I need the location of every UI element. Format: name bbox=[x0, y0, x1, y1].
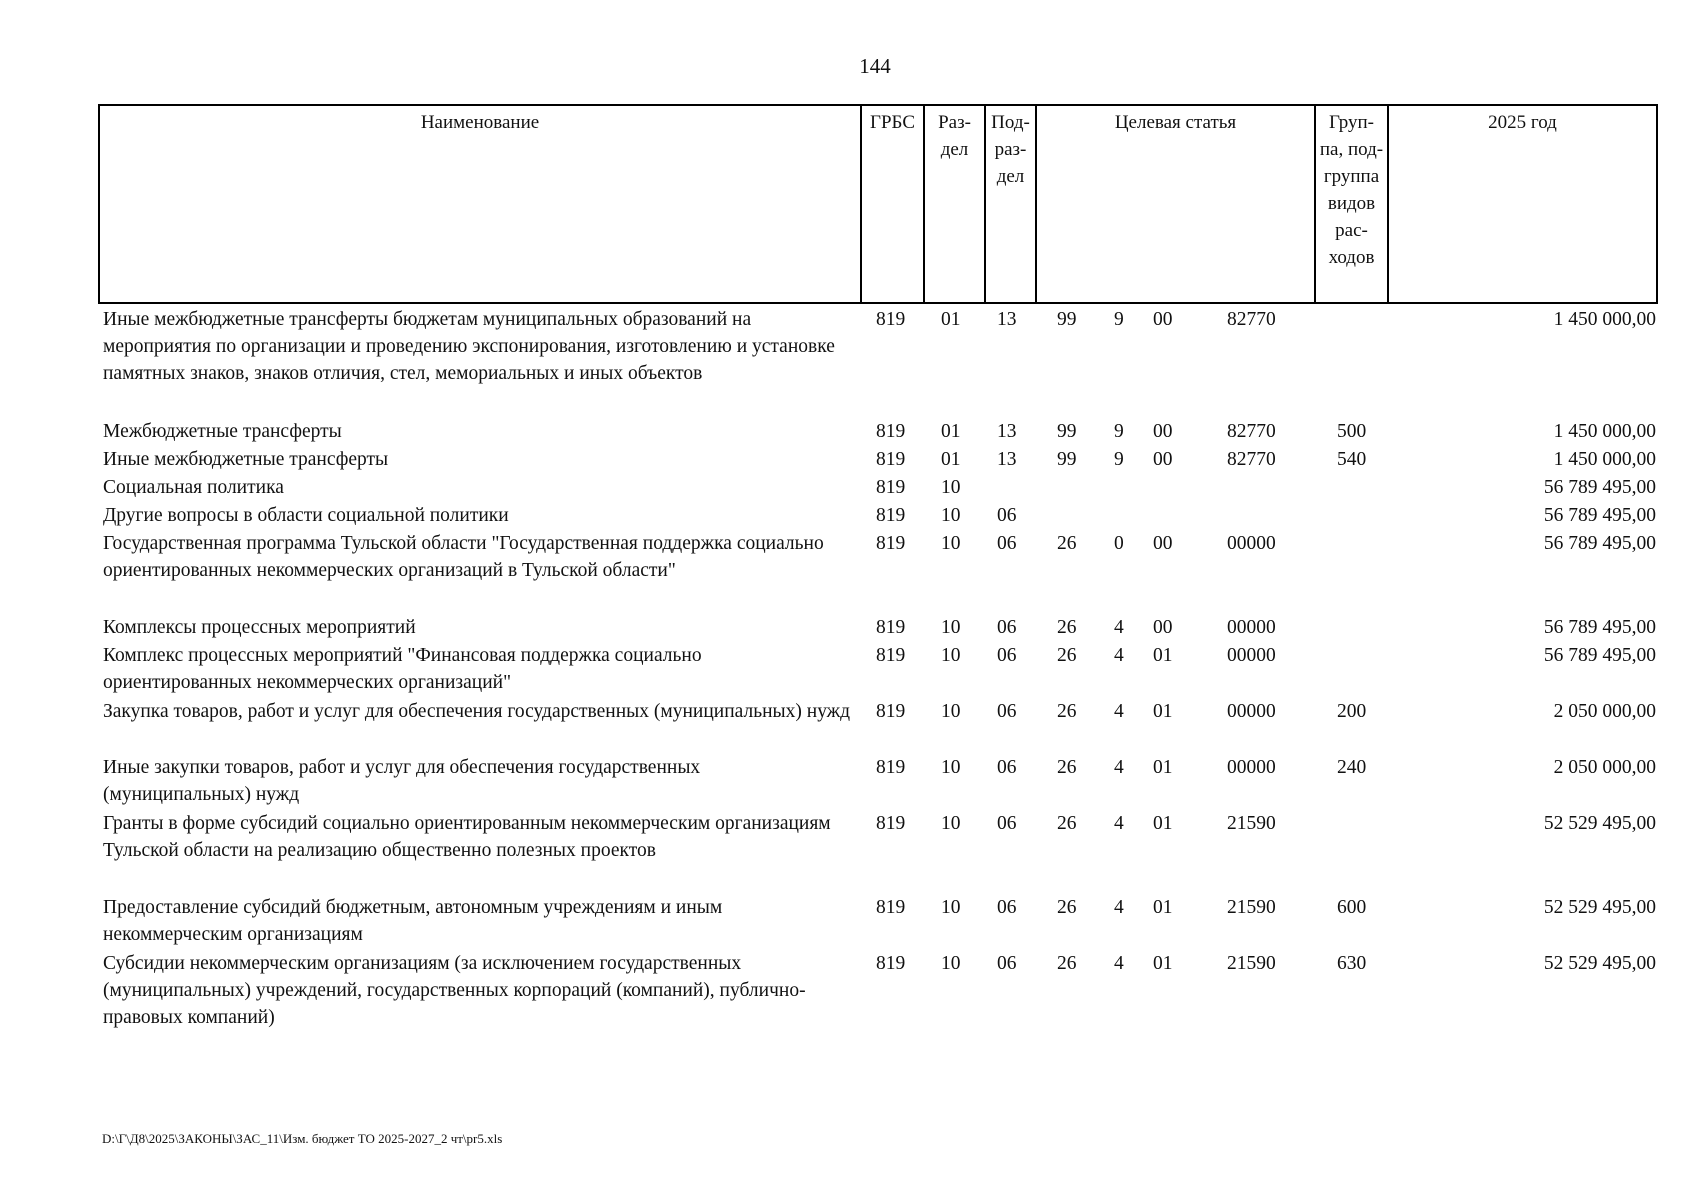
row-razdel: 10 bbox=[941, 645, 961, 666]
row-grbs: 819 bbox=[876, 477, 906, 498]
row-sum: 1 450 000,00 bbox=[1553, 309, 1656, 330]
row-podrazdel: 06 bbox=[997, 617, 1017, 638]
row-target-subtype: 00 bbox=[1153, 309, 1173, 330]
file-path-footer: D:\Г\Д8\2025\ЗАКОНЫ\ЗАС_11\Изм. бюджет ТО 2025-2027_2 чт\pr5.xls bbox=[102, 1131, 503, 1146]
row-razdel: 10 bbox=[941, 953, 961, 974]
row-expense-group: 600 bbox=[1337, 897, 1367, 918]
row-grbs: 819 bbox=[876, 953, 906, 974]
page-number: 144 bbox=[859, 54, 891, 78]
row-name: Иные межбюджетные трансферты бюджетам муниципальных образований на мероприятия по организации и проведению экспонирования, изготовлению и установке памятных знаков, знаков отличия, стел, мемориальных и иных объектов bbox=[103, 309, 835, 384]
row-name: Межбюджетные трансферты bbox=[103, 421, 342, 442]
row-razdel: 10 bbox=[941, 813, 961, 834]
row-target-type: 0 bbox=[1114, 533, 1124, 554]
row-target-code: 82770 bbox=[1227, 449, 1276, 470]
row-podrazdel: 06 bbox=[997, 533, 1017, 554]
row-sum: 56 789 495,00 bbox=[1543, 645, 1656, 666]
row-grbs: 819 bbox=[876, 505, 906, 526]
row-grbs: 819 bbox=[876, 421, 906, 442]
row-target-subtype: 01 bbox=[1153, 897, 1173, 918]
row-podrazdel: 13 bbox=[997, 309, 1017, 330]
row-sum: 56 789 495,00 bbox=[1543, 505, 1656, 526]
row-target-type: 9 bbox=[1114, 421, 1124, 442]
row-target-code: 00000 bbox=[1227, 533, 1276, 554]
row-sum: 56 789 495,00 bbox=[1543, 533, 1656, 554]
row-razdel: 10 bbox=[941, 617, 961, 638]
row-grbs: 819 bbox=[876, 645, 906, 666]
row-sum: 52 529 495,00 bbox=[1543, 953, 1656, 974]
row-name: Государственная программа Тульской области "Государственная поддержка социально ориентированных некоммерческих организаций в Тульской области" bbox=[103, 533, 824, 581]
row-target-program: 99 bbox=[1057, 309, 1077, 330]
row-razdel: 10 bbox=[941, 897, 961, 918]
row-razdel: 10 bbox=[941, 701, 961, 722]
row-target-code: 21590 bbox=[1227, 813, 1276, 834]
row-expense-group: 630 bbox=[1337, 953, 1367, 974]
row-target-program: 26 bbox=[1057, 645, 1077, 666]
row-podrazdel: 06 bbox=[997, 897, 1017, 918]
row-podrazdel: 06 bbox=[997, 953, 1017, 974]
row-target-code: 00000 bbox=[1227, 645, 1276, 666]
row-target-subtype: 00 bbox=[1153, 449, 1173, 470]
row-target-subtype: 00 bbox=[1153, 617, 1173, 638]
row-target-code: 82770 bbox=[1227, 421, 1276, 442]
row-target-subtype: 00 bbox=[1153, 421, 1173, 442]
row-target-code: 00000 bbox=[1227, 617, 1276, 638]
row-podrazdel: 06 bbox=[997, 813, 1017, 834]
row-razdel: 01 bbox=[941, 421, 961, 442]
row-name: Социальная политика bbox=[103, 477, 284, 498]
row-target-program: 26 bbox=[1057, 897, 1077, 918]
header-expense-group: Груп- па, под- группа видов рас- ходов bbox=[1316, 106, 1389, 302]
row-grbs: 819 bbox=[876, 757, 906, 778]
header-target-article: Целевая статья bbox=[1037, 106, 1316, 302]
row-target-subtype: 01 bbox=[1153, 645, 1173, 666]
row-sum: 52 529 495,00 bbox=[1543, 813, 1656, 834]
row-sum: 56 789 495,00 bbox=[1543, 617, 1656, 638]
row-sum: 2 050 000,00 bbox=[1553, 757, 1656, 778]
header-year: 2025 год bbox=[1488, 112, 1557, 133]
row-target-subtype: 01 bbox=[1153, 813, 1173, 834]
row-target-code: 21590 bbox=[1227, 897, 1276, 918]
header-name: Наименование bbox=[100, 106, 862, 302]
row-name: Закупка товаров, работ и услуг для обеспечения государственных (муниципальных) нужд bbox=[103, 701, 851, 722]
row-grbs: 819 bbox=[876, 897, 906, 918]
row-razdel: 01 bbox=[941, 449, 961, 470]
row-name: Другие вопросы в области социальной политики bbox=[103, 505, 509, 526]
row-grbs: 819 bbox=[876, 309, 906, 330]
row-target-subtype: 01 bbox=[1153, 953, 1173, 974]
row-razdel: 10 bbox=[941, 505, 961, 526]
header-razdel: Раз- дел bbox=[925, 106, 986, 302]
row-name: Субсидии некоммерческим организациям (за исключением государственных (муниципальных) учреждений, государственных корпораций (компаний), публично-правовых компаний) bbox=[103, 953, 806, 1028]
row-razdel: 10 bbox=[941, 533, 961, 554]
row-razdel: 10 bbox=[941, 477, 961, 498]
row-grbs: 819 bbox=[876, 701, 906, 722]
row-target-type: 4 bbox=[1114, 617, 1124, 638]
row-target-subtype: 00 bbox=[1153, 533, 1173, 554]
row-target-program: 26 bbox=[1057, 533, 1077, 554]
row-target-type: 4 bbox=[1114, 813, 1124, 834]
table-header bbox=[98, 104, 1658, 304]
row-name: Иные межбюджетные трансферты bbox=[103, 449, 389, 470]
row-podrazdel: 06 bbox=[997, 505, 1017, 526]
row-target-type: 4 bbox=[1114, 645, 1124, 666]
row-target-program: 26 bbox=[1057, 813, 1077, 834]
row-sum: 2 050 000,00 bbox=[1553, 701, 1656, 722]
row-target-program: 26 bbox=[1057, 617, 1077, 638]
row-name: Предоставление субсидий бюджетным, автономным учреждениям и иным некоммерческим организациям bbox=[103, 897, 723, 945]
row-sum: 52 529 495,00 bbox=[1543, 897, 1656, 918]
row-target-type: 4 bbox=[1114, 757, 1124, 778]
row-target-type: 9 bbox=[1114, 309, 1124, 330]
row-target-type: 4 bbox=[1114, 701, 1124, 722]
row-podrazdel: 13 bbox=[997, 449, 1017, 470]
row-expense-group: 240 bbox=[1337, 757, 1367, 778]
row-podrazdel: 13 bbox=[997, 421, 1017, 442]
row-razdel: 10 bbox=[941, 757, 961, 778]
row-grbs: 819 bbox=[876, 617, 906, 638]
row-expense-group: 540 bbox=[1337, 449, 1367, 470]
row-expense-group: 200 bbox=[1337, 701, 1367, 722]
row-target-program: 26 bbox=[1057, 701, 1077, 722]
row-target-program: 99 bbox=[1057, 449, 1077, 470]
row-target-subtype: 01 bbox=[1153, 757, 1173, 778]
row-grbs: 819 bbox=[876, 449, 906, 470]
row-grbs: 819 bbox=[876, 533, 906, 554]
row-name: Гранты в форме субсидий социально ориентированным некоммерческим организациям Тульской области на реализацию общественно полезных проектов bbox=[103, 813, 831, 861]
row-name: Иные закупки товаров, работ и услуг для обеспечения государственных (муниципальных) нужд bbox=[103, 757, 701, 805]
row-podrazdel: 06 bbox=[997, 645, 1017, 666]
header-podrazdel: Под- раз- дел bbox=[986, 106, 1037, 302]
row-sum: 1 450 000,00 bbox=[1553, 449, 1656, 470]
header-grbs: ГРБС bbox=[862, 106, 925, 302]
row-target-program: 99 bbox=[1057, 421, 1077, 442]
row-target-code: 00000 bbox=[1227, 757, 1276, 778]
row-grbs: 819 bbox=[876, 813, 906, 834]
row-target-subtype: 01 bbox=[1153, 701, 1173, 722]
row-podrazdel: 06 bbox=[997, 701, 1017, 722]
row-target-type: 4 bbox=[1114, 953, 1124, 974]
row-name: Комплексы процессных мероприятий bbox=[103, 617, 416, 638]
row-name: Комплекс процессных мероприятий "Финансовая поддержка социально ориентированных некоммерческих организаций" bbox=[103, 645, 702, 693]
row-podrazdel: 06 bbox=[997, 757, 1017, 778]
row-target-code: 82770 bbox=[1227, 309, 1276, 330]
row-expense-group: 500 bbox=[1337, 421, 1367, 442]
row-target-code: 21590 bbox=[1227, 953, 1276, 974]
row-target-type: 9 bbox=[1114, 449, 1124, 470]
row-sum: 56 789 495,00 bbox=[1543, 477, 1656, 498]
row-target-program: 26 bbox=[1057, 757, 1077, 778]
row-target-type: 4 bbox=[1114, 897, 1124, 918]
row-target-code: 00000 bbox=[1227, 701, 1276, 722]
row-sum: 1 450 000,00 bbox=[1553, 421, 1656, 442]
row-target-program: 26 bbox=[1057, 953, 1077, 974]
row-razdel: 01 bbox=[941, 309, 961, 330]
